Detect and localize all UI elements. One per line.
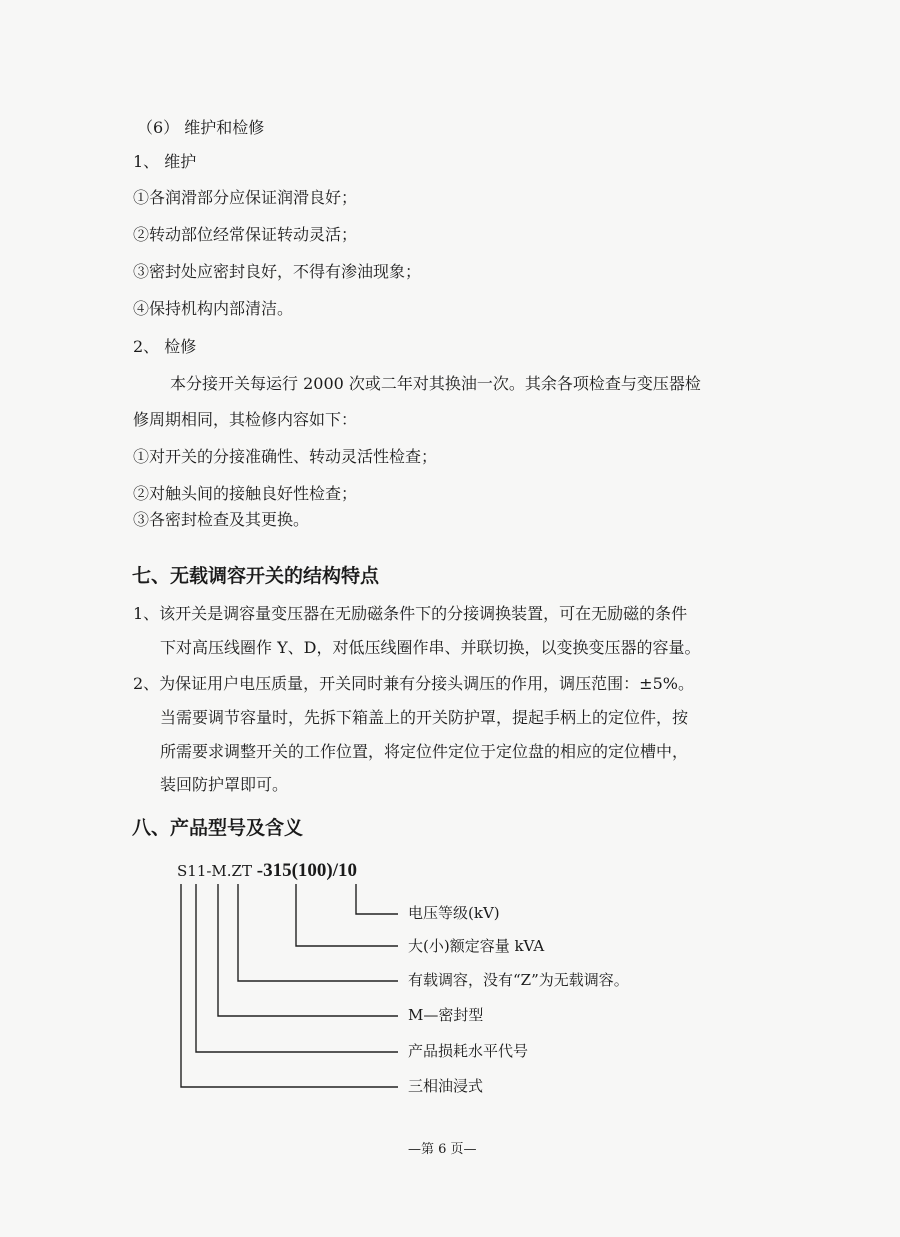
list-item: ③密封处应密封良好，不得有渗油现象；	[133, 262, 422, 281]
model-code-prefix: S11-M.ZT	[177, 862, 257, 880]
list-item: ②对触头间的接触良好性检查；	[133, 484, 358, 503]
code-label: 产品损耗水平代号	[408, 1042, 529, 1060]
paragraph-line: 所需要求调整开关的工作位置，将定位件定位于定位盘的相应的定位槽中，	[160, 742, 689, 761]
paragraph-line: 本分接开关每运行 2000 次或二年对其换油一次。其余各项检查与变压器检	[170, 374, 701, 393]
paragraph-line: 1、该开关是调容量变压器在无励磁条件下的分接调换装置，可在无励磁的条件	[133, 604, 688, 623]
section-7-heading: 七、无载调容开关的结构特点	[132, 565, 380, 587]
paragraph-line: 修周期相同，其检修内容如下：	[133, 410, 358, 429]
code-label: 大(小)额定容量 kVA	[408, 937, 545, 955]
paragraph-line: 2、为保证用户电压质量，开关同时兼有分接头调压的作用，调压范围：±5%。	[133, 674, 694, 693]
list-item: ①对开关的分接准确性、转动灵活性检查；	[133, 447, 438, 466]
connector-line	[296, 884, 398, 946]
code-label: 电压等级(kV)	[408, 904, 500, 922]
connector-line	[356, 884, 398, 914]
code-label: 三相油浸式	[408, 1077, 484, 1095]
connector-line	[218, 884, 398, 1016]
maintenance-heading: （6） 维护和检修	[137, 118, 265, 137]
code-label: 有载调容，没有“Z”为无载调容。	[408, 971, 629, 989]
paragraph-line: 装回防护罩即可。	[160, 775, 289, 794]
paragraph-line: 当需要调节容量时，先拆下箱盖上的开关防护罩，提起手柄上的定位件，按	[160, 708, 689, 727]
list-item: ③各密封检查及其更换。	[133, 510, 310, 529]
connector-line	[196, 884, 398, 1052]
code-label: M—密封型	[408, 1006, 484, 1024]
page-number: —第 6 页—	[408, 1142, 477, 1157]
list-item: ①各润滑部分应保证润滑良好；	[133, 188, 358, 207]
list-item: ④保持机构内部清洁。	[133, 299, 294, 318]
maintenance-subheading: 1、 维护	[133, 152, 197, 171]
section-8-heading: 八、产品型号及含义	[132, 817, 304, 839]
model-code-main: -315(100)/10	[256, 860, 358, 881]
paragraph-line: 下对高压线圈作 Y、D，对低压线圈作串、并联切换，以变换变压器的容量。	[160, 638, 701, 657]
inspection-subheading: 2、 检修	[133, 337, 197, 356]
connector-line	[238, 884, 398, 981]
list-item: ②转动部位经常保证转动灵活；	[133, 225, 358, 244]
